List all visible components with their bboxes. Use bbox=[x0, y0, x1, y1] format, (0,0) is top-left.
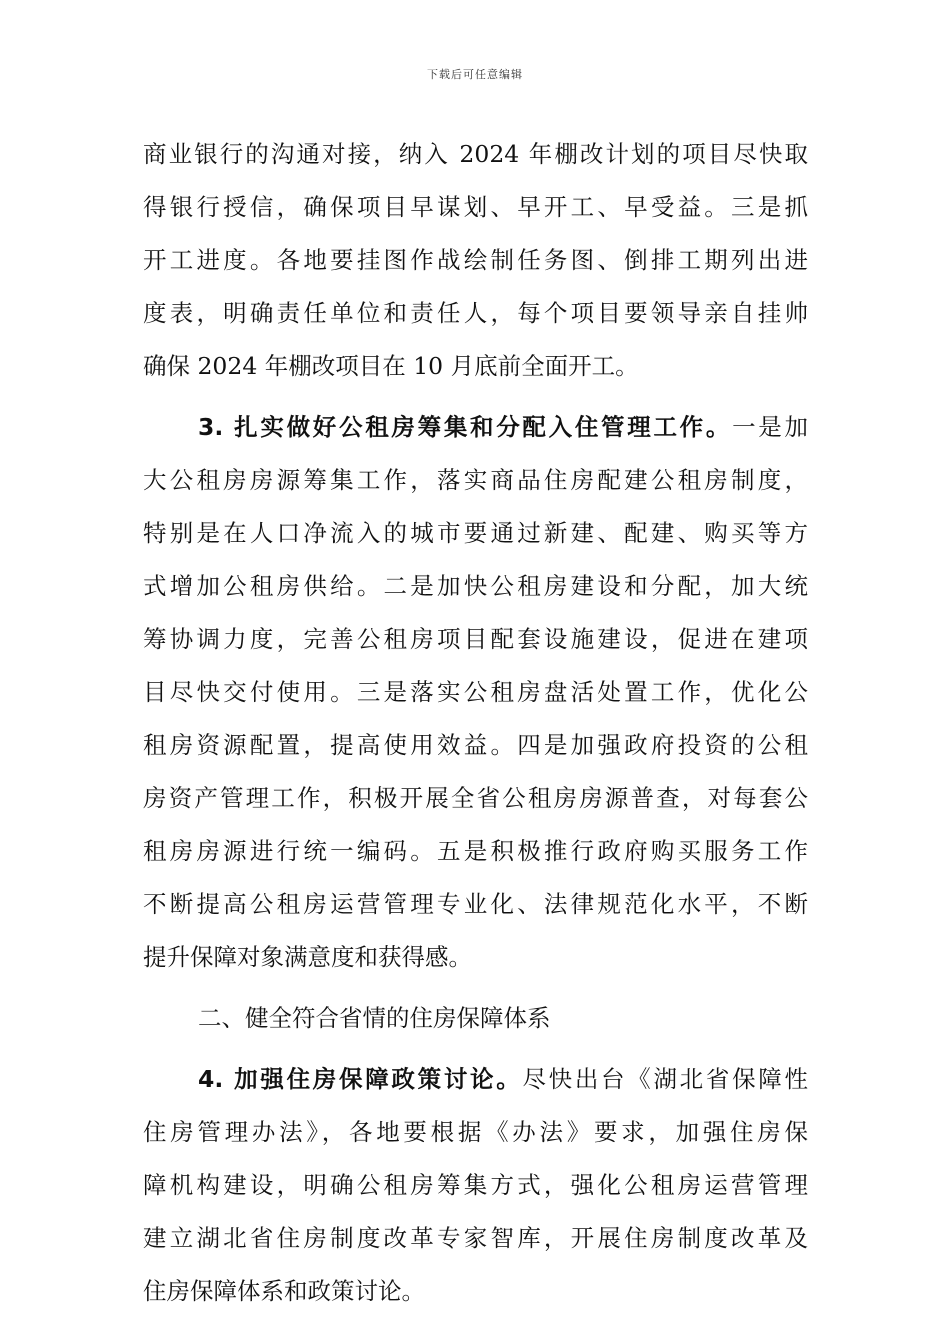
paragraph-text: 一是加 bbox=[732, 413, 809, 441]
text-line: 租房资源配置，提高使用效益。四是加强政府投资的公租 bbox=[143, 731, 808, 759]
text-line: 目尽快交付使用。三是落实公租房盘活处置工作，优化公 bbox=[143, 678, 808, 706]
paragraph-continuation bbox=[143, 128, 808, 393]
text-line: 提升保障对象满意度和获得感。 bbox=[143, 943, 472, 971]
text-line: 特别是在人口净流入的城市要通过新建、配建、购买等方 bbox=[143, 519, 808, 547]
text-line: 度表，明确责任单位和责任人，每个项目要领导亲自挂帅 bbox=[143, 299, 808, 327]
document-body bbox=[143, 128, 808, 1318]
text-line: 开工进度。各地要挂图作战绘制任务图、倒排工期列出进 bbox=[143, 246, 808, 274]
text-line: 商业银行的沟通对接，纳入 2024 年棚改计划的项目尽快取 bbox=[143, 140, 808, 168]
section-heading-block bbox=[143, 992, 808, 1045]
text-line: 建立湖北省住房制度改革专家智库，开展住房制度改革及 bbox=[143, 1224, 808, 1252]
paragraph-housing-policy bbox=[143, 1053, 808, 1318]
text-line: 大公租房房源筹集工作，落实商品住房配建公租房制度， bbox=[143, 466, 808, 494]
text-line: 式增加公租房供给。二是加快公租房建设和分配，加大统 bbox=[143, 572, 808, 600]
text-line bbox=[143, 401, 808, 454]
paragraph-title: 3. 扎实做好公租房筹集和分配入住管理工作。 bbox=[198, 413, 733, 441]
text-line: 不断提高公租房运营管理专业化、法律规范化水平，不断 bbox=[143, 890, 808, 918]
paragraph-public-rental-housing bbox=[143, 401, 808, 984]
text-line: 筹协调力度，完善公租房项目配套设施建设，促进在建项 bbox=[143, 625, 808, 653]
text-line: 住房管理办法》，各地要根据《办法》要求，加强住房保 bbox=[143, 1118, 808, 1146]
paragraph-text: 尽快出台《湖北省保障性 bbox=[522, 1065, 808, 1093]
text-line: 得银行授信，确保项目早谋划、早开工、早受益。三是抓 bbox=[143, 193, 808, 221]
text-line: 住房保障体系和政策讨论。 bbox=[143, 1277, 425, 1305]
text-line: 租房房源进行统一编码。五是积极推行政府购买服务工作 bbox=[143, 837, 808, 865]
page-header-note: 下载后可任意编辑 bbox=[427, 68, 523, 81]
section-heading: 二、健全符合省情的住房保障体系 bbox=[198, 1004, 551, 1032]
text-line bbox=[143, 1053, 808, 1106]
text-line: 房资产管理工作，积极开展全省公租房房源普查，对每套公 bbox=[143, 784, 808, 812]
text-line: 障机构建设，明确公租房筹集方式，强化公租房运营管理 bbox=[143, 1171, 808, 1199]
paragraph-title: 4. 加强住房保障政策讨论。 bbox=[198, 1065, 523, 1093]
text-line: 确保 2024 年棚改项目在 10 月底前全面开工。 bbox=[143, 352, 639, 380]
